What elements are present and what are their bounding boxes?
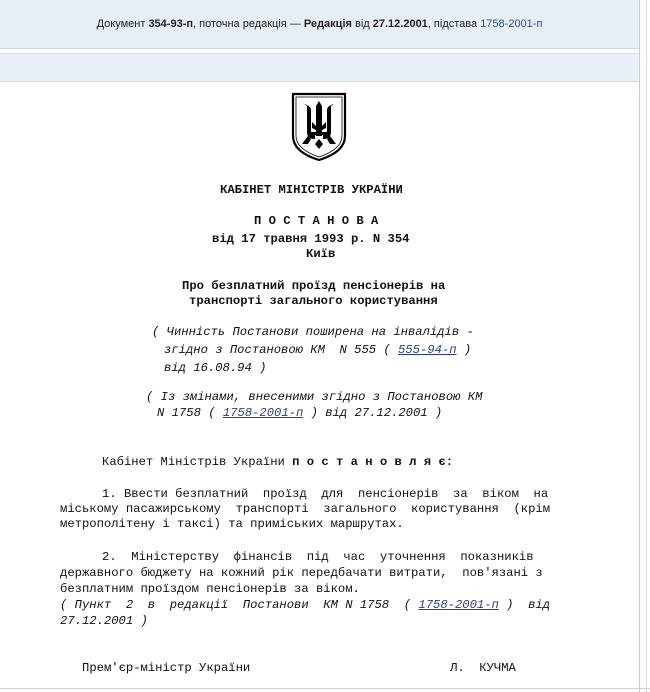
status-prefix: Документ (96, 18, 146, 30)
doc-type-heading: П О С Т А Н О В А (254, 214, 379, 228)
note1-text: згідно з Постановою КМ N 555 ( (164, 343, 399, 357)
paragraph2-note-line-2: 27.12.2001 ) (60, 614, 148, 628)
document-number: 354-93-п (148, 18, 193, 30)
signer-title: Прем'єр-міністр України (82, 661, 251, 675)
note2-line-1: ( Із змінами, внесеними згідно з Постановою КМ (146, 390, 483, 404)
p2-note-from: ) від (498, 598, 551, 612)
paragraph2-line-1: 2. Міністерству фінансів під час уточнення показників (102, 550, 534, 564)
doc-city: Київ (306, 247, 336, 261)
signer-name: Л. КУЧМА (450, 661, 516, 675)
resolve-word: п о с т а н о в л я є: (292, 455, 454, 469)
note2-close: ) від 27.12.2001 ) (303, 406, 443, 420)
note1-link[interactable]: 555-94-п (398, 343, 457, 357)
from-word: від (351, 18, 373, 30)
document-status-bar (0, 0, 639, 49)
scroll-divider (639, 0, 640, 692)
p2-note-link[interactable]: 1758-2001-п (418, 598, 499, 612)
paragraph2-line-3: безплатним проїздом пенсіонерів за віком. (60, 582, 360, 596)
note2-link[interactable]: 1758-2001-п (222, 406, 304, 420)
scroll-edge (646, 0, 647, 692)
resolve-text: Кабінет Міністрів України (102, 455, 293, 469)
p2-note-text: ( Пункт 2 в редакції Постанови КМ N 1758 ( (60, 598, 419, 612)
basis-link[interactable]: 1758-2001-п (480, 18, 543, 30)
note2-line-2 (157, 406, 442, 421)
note1-line-2 (164, 343, 471, 358)
paragraph2-line-2: державного бюджету на кожний рік передбачати витрати, пов'язані з (60, 566, 543, 580)
edition-label: Редакція (303, 18, 352, 30)
note1-close: ) (456, 343, 472, 357)
toolbar-strip (0, 53, 639, 82)
note1-line-1: ( Чинність Постанови поширена на інвалідів - (152, 325, 474, 339)
paragraph1-line-2: міському пасажирському транспорті загального користування (крім (60, 502, 551, 516)
doc-title-line-1: Про безплатний проїзд пенсіонерів на (182, 279, 446, 293)
resolve-line (102, 455, 453, 470)
paragraph1-line-3: метрополітену і таксі) та приміських маршрутах. (60, 517, 404, 531)
bottom-divider (0, 688, 650, 689)
paragraph2-note-line-1 (60, 598, 550, 613)
edition-date: 27.12.2001 (372, 18, 428, 30)
paragraph1-line-1: 1. Ввести безплатний проїзд для пенсіонерів за віком на (102, 487, 549, 501)
doc-title-line-2: транспорті загального користування (189, 294, 438, 308)
doc-date-line: від 17 травня 1993 р. N 354 (212, 232, 410, 246)
basis-text: , підстава (427, 18, 478, 30)
note2-text: N 1758 ( (157, 406, 223, 420)
status-middle: , поточна редакція — (193, 18, 301, 30)
note1-line-3: від 16.08.94 ) (164, 361, 267, 375)
trident-coat-of-arms-icon (291, 92, 347, 162)
issuer-heading: КАБІНЕТ МІНІСТРІВ УКРАЇНИ (220, 183, 403, 197)
